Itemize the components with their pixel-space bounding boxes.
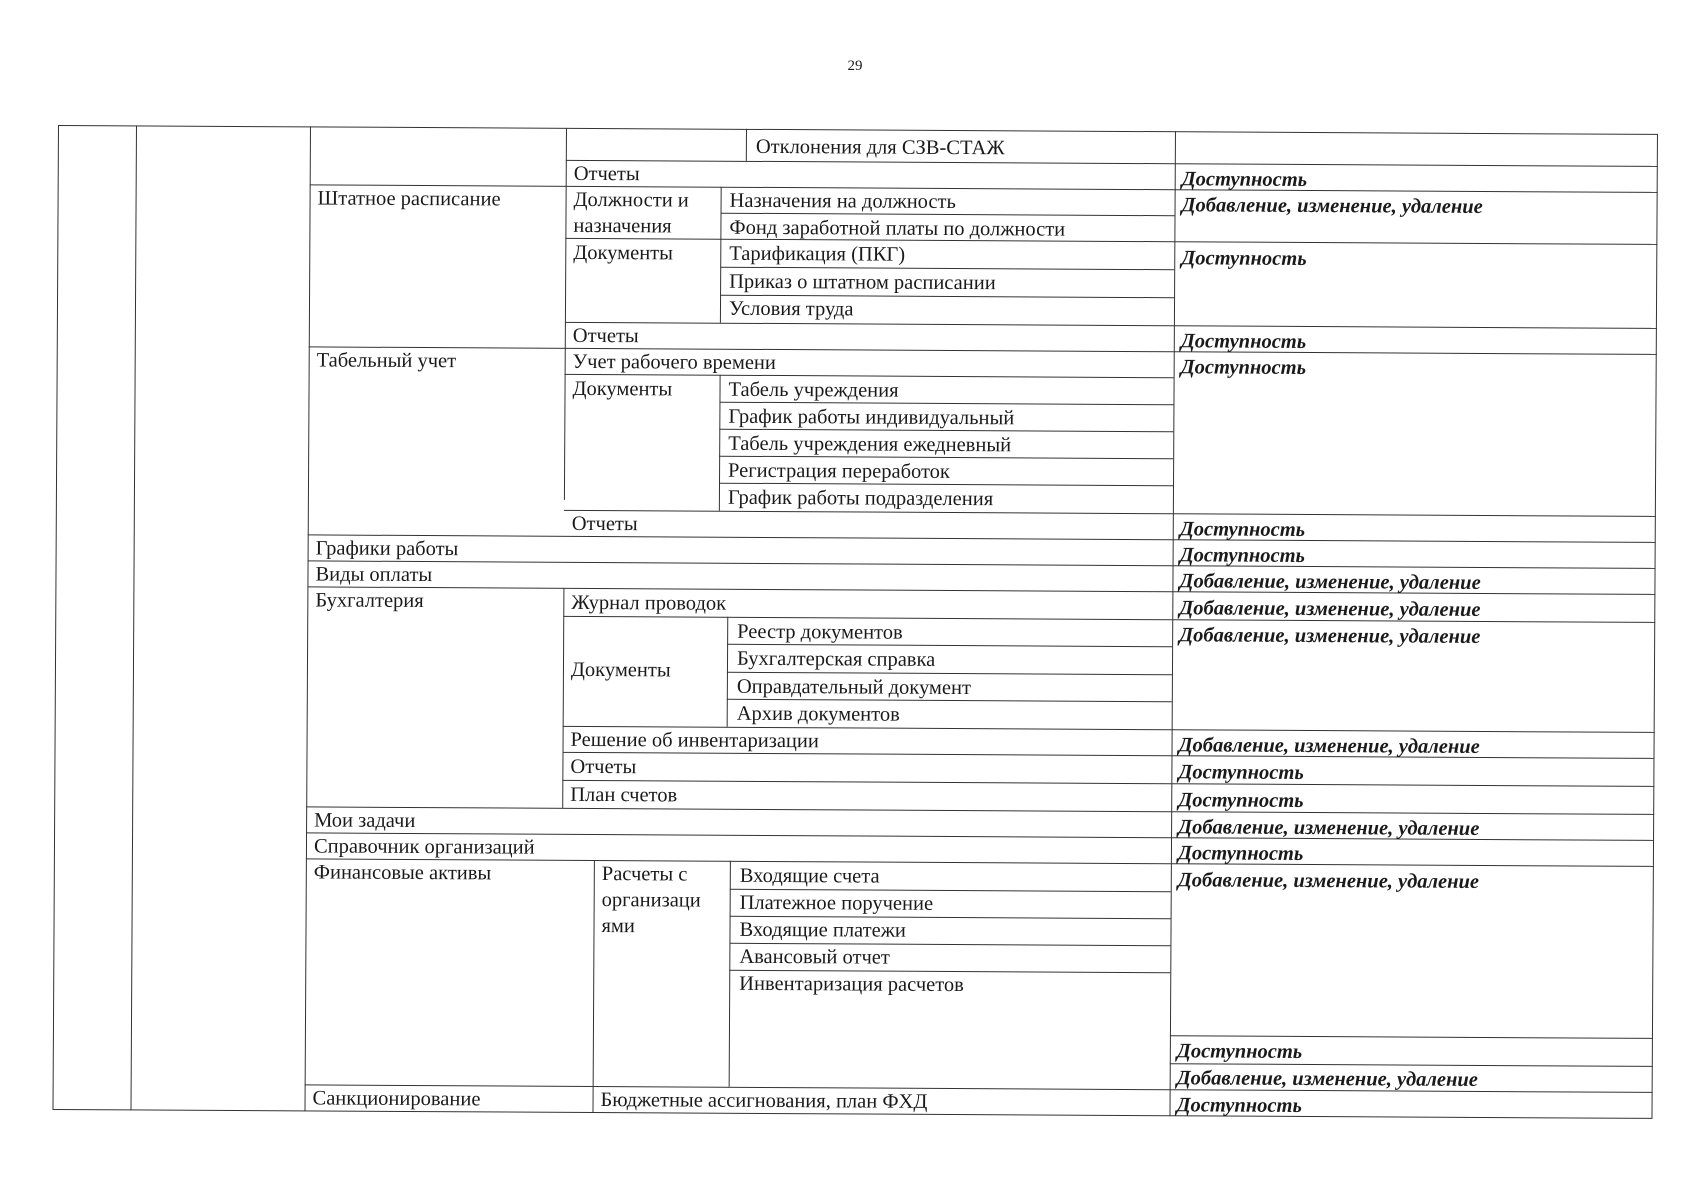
sub-item: Решение об инвентаризации	[570, 728, 819, 753]
sub-item: Отклонения для СЗВ-СТАЖ	[755, 135, 1005, 160]
sub-item: Входящие счета	[739, 864, 880, 888]
sub-item: Платежное поручение	[739, 891, 934, 915]
sub-item: Архив документов	[736, 702, 900, 726]
sub-item: Отчеты	[570, 755, 637, 779]
sub-item: Инвентаризация расчетов	[739, 972, 964, 997]
access-cell: Доступность	[1179, 544, 1306, 567]
access-cell: Доступность	[1178, 761, 1304, 784]
group-cell: Штатное расписание	[317, 187, 501, 211]
access-cell: Добавление, изменение, удаление	[1177, 869, 1480, 893]
sub-item: Реестр документов	[737, 620, 903, 644]
sub-item: Документы	[570, 658, 671, 682]
sub-item: Отчеты	[571, 512, 638, 536]
group-cell: Санкционирование	[312, 1087, 481, 1111]
sub-item: График работы индивидуальный	[728, 405, 1015, 430]
sub-item: Условия труда	[728, 297, 854, 321]
sub-item: Бухгалтерская справка	[736, 647, 936, 671]
access-cell: Доступность	[1178, 789, 1304, 812]
sub-item: Оправдательный документ	[736, 675, 972, 700]
sub-item: Назначения на должность	[729, 189, 956, 214]
sub-item: Отчеты	[572, 324, 639, 348]
access-cell: Доступность	[1179, 518, 1306, 541]
access-cell: Добавление, изменение, удаление	[1181, 194, 1483, 218]
sub-item: Входящие платежи	[739, 918, 906, 942]
group-cell: Финансовые активы	[313, 861, 492, 885]
group-cell: Табельный учет	[316, 349, 457, 373]
sub-item: План счетов	[570, 783, 678, 807]
sub-item: Бюджетные ассигнования, план ФХД	[600, 1089, 928, 1113]
sub-item: График работы подразделения	[727, 486, 994, 511]
sub-item: Документы	[572, 377, 673, 401]
access-cell: Доступность	[1176, 1040, 1303, 1063]
sub-item: Учет рабочего времени	[572, 350, 776, 375]
sub-item: Авансовый отчет	[739, 945, 890, 969]
group-cell: Графики работы	[315, 537, 459, 561]
access-rights-table	[52, 125, 1657, 1119]
access-cell: Добавление, изменение, удаление	[1178, 734, 1480, 758]
page-number: 29	[847, 58, 863, 74]
access-cell: Доступность	[1176, 1094, 1302, 1117]
group-cell: Мои задачи	[314, 809, 416, 833]
sub-item: Отчеты	[573, 162, 640, 186]
group-cell: Справочник организаций	[313, 835, 535, 859]
sub-item: Расчеты с организаци ями	[601, 863, 701, 938]
access-cell: Доступность	[1180, 356, 1307, 379]
column-divider	[746, 129, 747, 161]
access-cell: Добавление, изменение, удаление	[1179, 624, 1481, 648]
group-cell: Виды оплаты	[315, 563, 433, 587]
sub-item: Должности и назначения	[573, 188, 689, 238]
sub-item: Фонд заработной платы по должности	[729, 216, 1066, 241]
access-cell: Доступность	[1177, 842, 1304, 865]
sub-item: Табель учреждения ежедневный	[728, 432, 1012, 457]
access-cell: Добавление, изменение, удаление	[1176, 1067, 1479, 1091]
sub-item: Тарификация (ПКГ)	[729, 242, 906, 266]
access-cell: Добавление, изменение, удаление	[1179, 597, 1481, 621]
sub-item: Приказ о штатном расписании	[729, 270, 996, 295]
sub-item: Табель учреждения	[728, 378, 899, 402]
group-cell: Бухгалтерия	[315, 589, 424, 613]
sub-item: Документы	[573, 241, 674, 265]
access-cell: Добавление, изменение, удаление	[1179, 570, 1481, 594]
access-cell: Доступность	[1181, 168, 1308, 191]
access-cell: Доступность	[1180, 330, 1307, 353]
sub-item: Регистрация переработок	[728, 459, 950, 483]
access-cell: Доступность	[1181, 247, 1307, 270]
access-cell: Добавление, изменение, удаление	[1178, 816, 1480, 840]
sub-item: Журнал проводок	[571, 591, 727, 615]
